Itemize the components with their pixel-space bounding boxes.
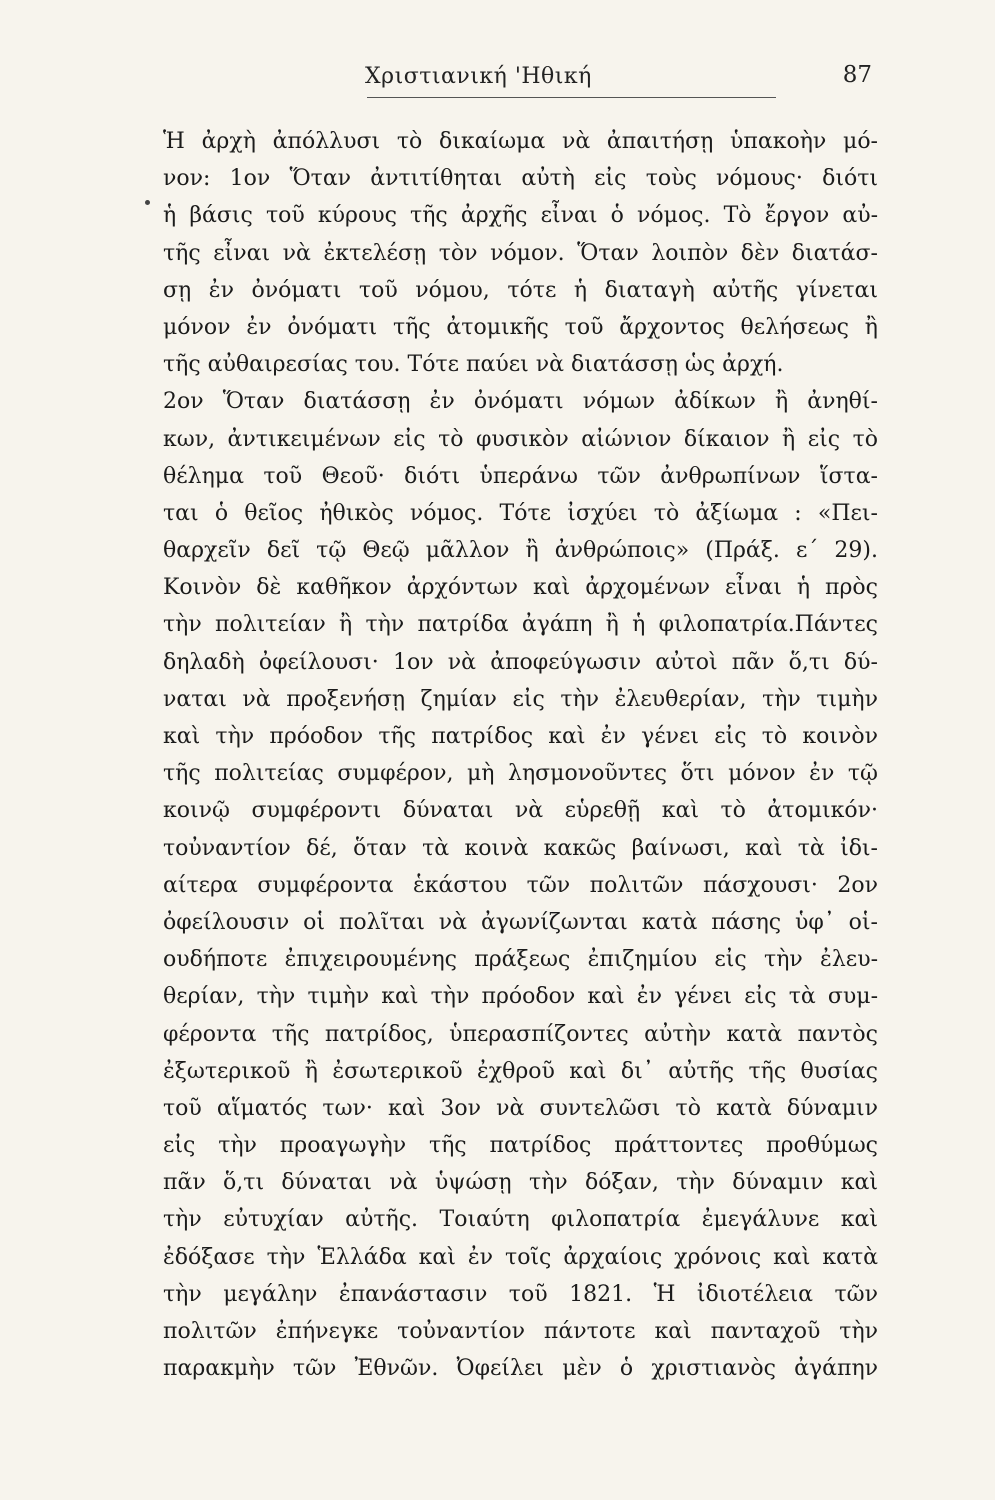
text-line: τοῦ αἵματός των· καὶ 3ον νὰ συντελῶσι τὸ κατὰ δύναμιν xyxy=(163,1095,878,1121)
margin-mark xyxy=(145,200,150,205)
text-line: ὀφείλουσιν οἱ πολῖται νὰ ἀγωνίζωνται κατὰ πάσης ὑφ᾽ οἱ- xyxy=(163,909,878,935)
text-line: ουδήποτε ἐπιχειρουμένης πράξεως ἐπιζημίου εἰς τὴν ἐλευ- xyxy=(163,947,878,973)
page-header xyxy=(163,58,878,98)
text-line: πᾶν ὅ,τι δύναται νὰ ὑψώσῃ τὴν δόξαν, τὴν δύναμιν καὶ xyxy=(163,1170,878,1196)
text-line: ἐδόξασε τὴν Ἑλλάδα καὶ ἐν τοῖς ἀρχαίοις χρόνοις καὶ κατὰ xyxy=(163,1244,878,1270)
text-line: εἰς τὴν προαγωγὴν τῆς πατρίδος πράττοντες προθύμως xyxy=(163,1133,878,1159)
text-line: τῆς εἶναι νὰ ἐκτελέσῃ τὸν νόμον. Ὅταν λοιπὸν δὲν διατάσ- xyxy=(163,240,878,266)
text-line: τὴν πολιτείαν ἢ τὴν πατρίδα ἀγάπη ἢ ἡ φιλοπατρία.Πάντες xyxy=(163,612,878,638)
text-line: δηλαδὴ ὀφείλουσι· 1ον νὰ ἀποφεύγωσιν αὐτοὶ πᾶν ὅ,τι δύ- xyxy=(163,649,878,675)
text-line: ἐξωτερικοῦ ἢ ἐσωτερικοῦ ἐχθροῦ καὶ δι᾽ αὐτῆς τῆς θυσίας xyxy=(163,1058,878,1084)
text-line: σῃ ἐν ὀνόματι τοῦ νόμου, τότε ἡ διαταγὴ αὐτῆς γίνεται xyxy=(163,277,878,303)
text-line: ται ὁ θεῖος ἠθικὸς νόμος. Τότε ἰσχύει τὸ ἀξίωμα : «Πει- xyxy=(163,500,878,526)
text-line: κων, ἀντικειμένων εἰς τὸ φυσικὸν αἰώνιον δίκαιον ἢ εἰς τὸ xyxy=(163,426,878,452)
text-line: αίτερα συμφέροντα ἑκάστου τῶν πολιτῶν πάσχουσι· 2ον xyxy=(163,872,878,898)
running-title: Χριστιανική 'Ηθική xyxy=(365,64,592,89)
text-line: Ἡ ἀρχὴ ἀπόλλυσι τὸ δικαίωμα νὰ ἀπαιτήσῃ ὑπακοὴν μό- xyxy=(163,129,878,154)
text-line: τῆς αὐθαιρεσίας του. Τότε παύει νὰ διατάσσῃ ὡς ἀρχή. xyxy=(163,352,784,378)
text-line: νον: 1ον Ὅταν ἀντιτίθηται αὐτὴ εἰς τοὺς νόμους· διότι xyxy=(163,166,878,192)
text-line: ναται νὰ προξενήσῃ ζημίαν εἰς τὴν ἐλευθερίαν, τὴν τιμὴν xyxy=(163,686,878,712)
text-line: καὶ τὴν πρόοδον τῆς πατρίδος καὶ ἐν γένει εἰς τὸ κοινὸν xyxy=(163,724,878,749)
text-line: τοὐναντίον δέ, ὅταν τὰ κοινὰ κακῶς βαίνωσι, καὶ τὰ ἰδι- xyxy=(163,835,878,861)
text-line: 2ον Ὅταν διατάσσῃ ἐν ὀνόματι νόμων ἀδίκων ἢ ἀνηθί- xyxy=(163,389,878,415)
text-line: μόνον ἐν ὀνόματι τῆς ἀτομικῆς τοῦ ἄρχοντος θελήσεως ἢ xyxy=(163,314,878,340)
text-line: πολιτῶν ἐπήνεγκε τοὐναντίον πάντοτε καὶ πανταχοῦ τὴν xyxy=(163,1319,878,1344)
text-line: ἡ βάσις τοῦ κύρους τῆς ἀρχῆς εἶναι ὁ νόμος. Τὸ ἔργον αὐ- xyxy=(163,203,878,229)
text-line: τὴν μεγάλην ἐπανάστασιν τοῦ 1821. Ἡ ἰδιοτέλεια τῶν xyxy=(163,1281,878,1307)
text-line: Κοινὸν δὲ καθῆκον ἀρχόντων καὶ ἀρχομένων εἶναι ἡ πρὸς xyxy=(163,575,878,601)
text-line: φέροντα τῆς πατρίδος, ὑπερασπίζοντες αὐτὴν κατὰ παντὸς xyxy=(163,1021,878,1047)
text-line: τῆς πολιτείας συμφέρον, μὴ λησμονοῦντες ὅτι μόνον ἐν τῷ xyxy=(163,761,878,787)
page-number: 87 xyxy=(842,62,872,88)
body-text xyxy=(163,123,878,1387)
text-line: τὴν εὐτυχίαν αὐτῆς. Τοιαύτη φιλοπατρία ἐμεγάλυνε καὶ xyxy=(163,1207,878,1233)
header-rule xyxy=(367,97,776,98)
text-line: θερίαν, τὴν τιμὴν καὶ τὴν πρόοδον καὶ ἐν γένει εἰς τὰ συμ- xyxy=(163,984,878,1010)
text-line: θαρχεῖν δεῖ τῷ Θεῷ μᾶλλον ἢ ἀνθρώποις» (Πράξ. ε΄ 29). xyxy=(163,538,878,564)
text-line: κοινῷ συμφέροντι δύναται νὰ εὑρεθῇ καὶ τὸ ἀτομικόν· xyxy=(163,798,878,824)
text-line: παρακμὴν τῶν Ἐθνῶν. Ὀφείλει μὲν ὁ χριστιανὸς ἀγάπην xyxy=(163,1356,878,1382)
text-line: θέλημα τοῦ Θεοῦ· διότι ὑπεράνω τῶν ἀνθρωπίνων ἵστα- xyxy=(163,463,878,489)
